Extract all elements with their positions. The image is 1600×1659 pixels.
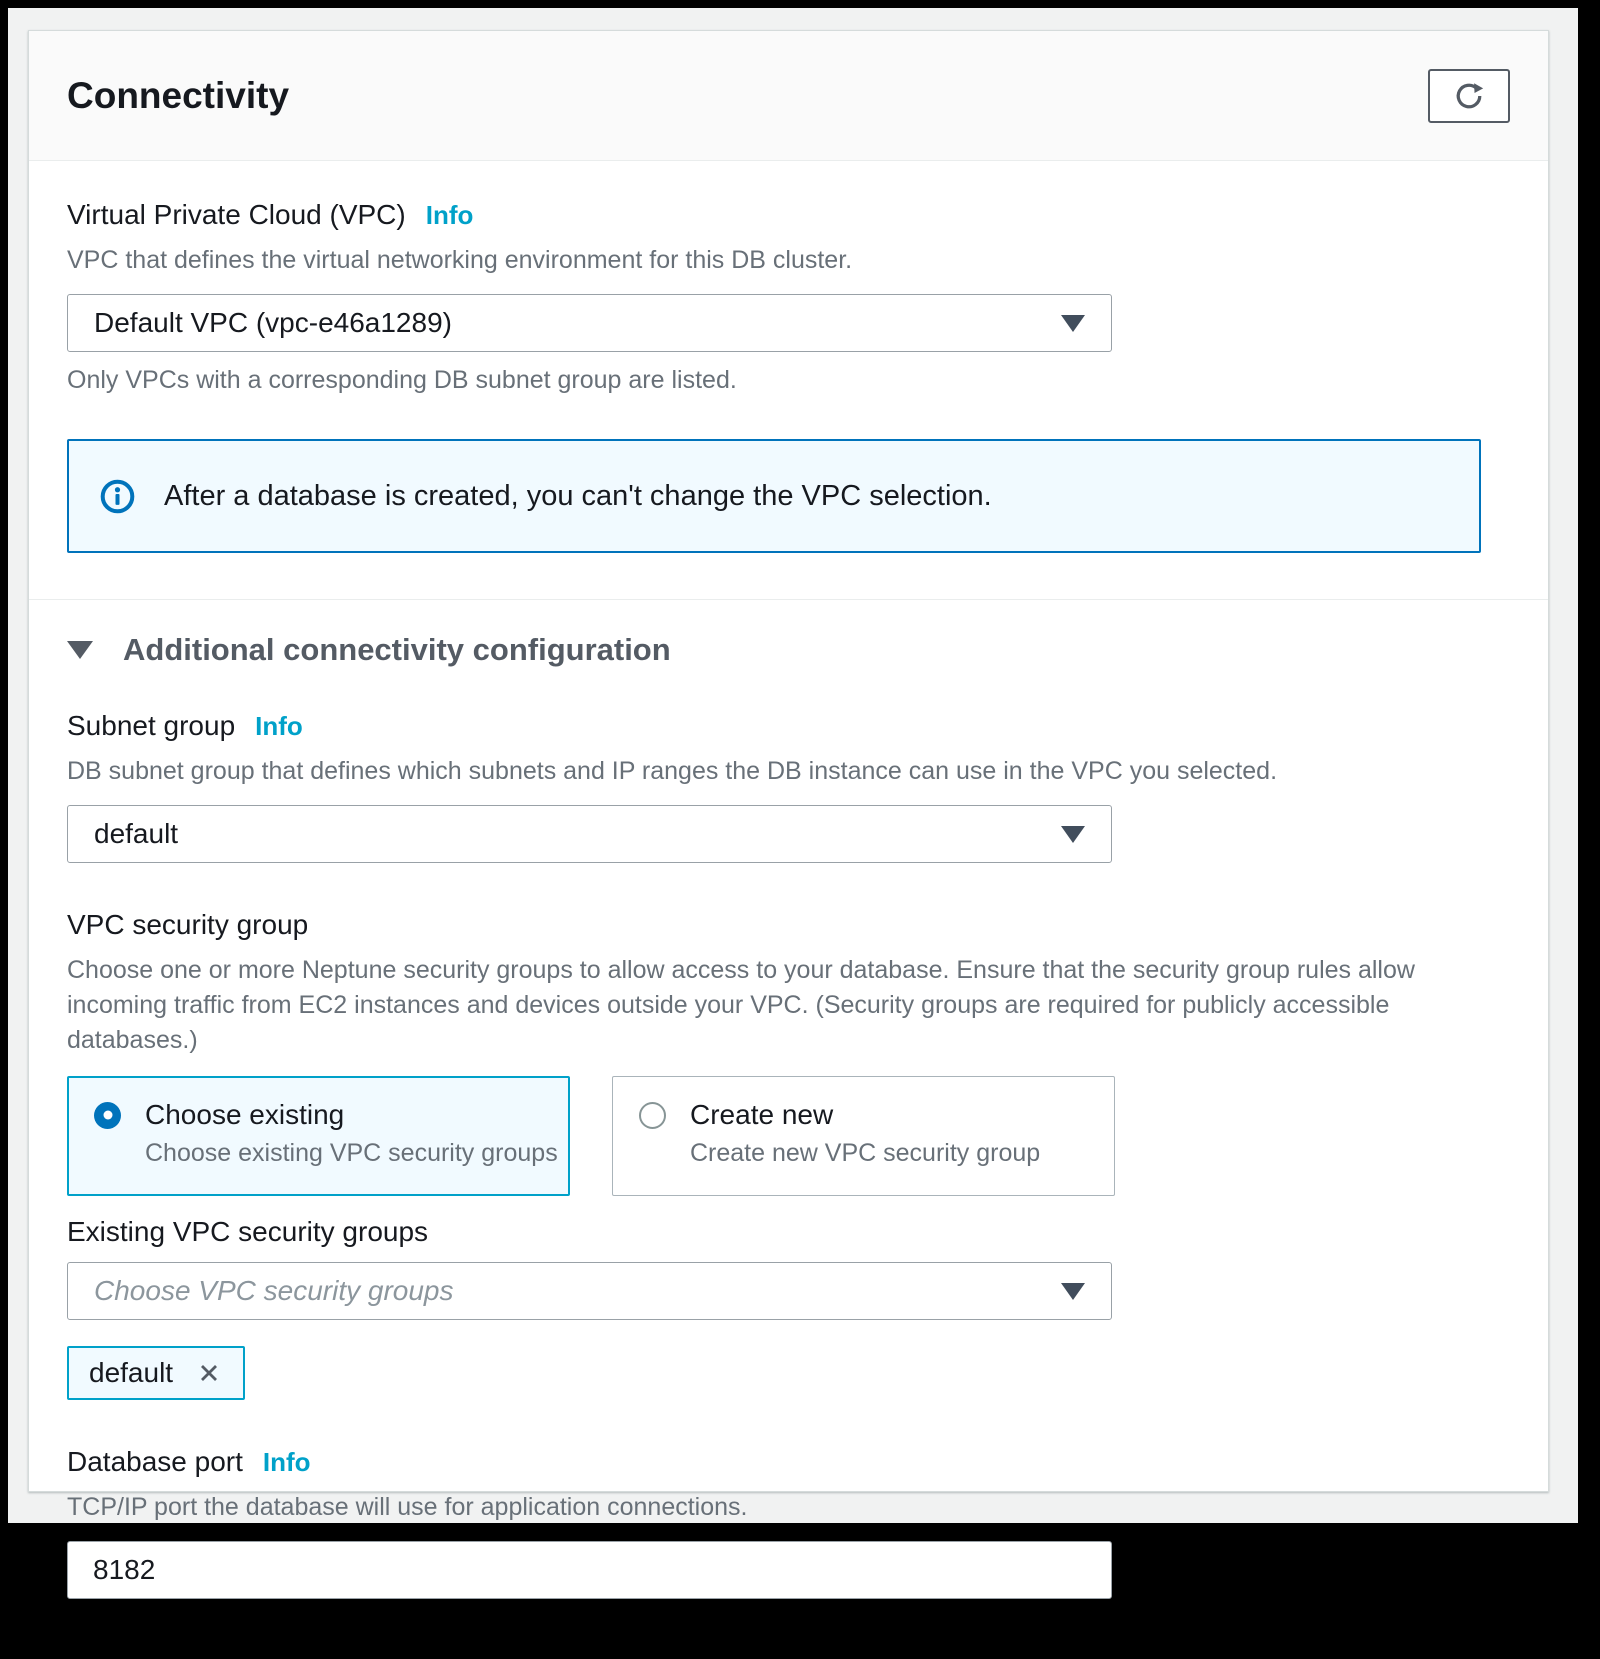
vpc-security-group-description: Choose one or more Neptune security groups to allow access to your database. Ensure that the security group rules allow incoming traffic from EC2 instances and devices outside your VPC. (Security groups are required for publicly accessible databases.) [67, 956, 1415, 1054]
additional-config-expander[interactable] [67, 626, 1510, 674]
info-circle-icon [99, 478, 136, 515]
existing-groups-placeholder: Choose VPC security groups [94, 1275, 454, 1306]
database-port-input[interactable] [67, 1541, 1112, 1599]
vpc-helper-text: Only VPCs with a corresponding DB subnet group are listed. [67, 366, 737, 394]
radio-tile-description: Create new VPC security group [690, 1139, 1041, 1167]
vpc-label: Virtual Private Cloud (VPC) [67, 199, 406, 230]
existing-groups-field [67, 1216, 1510, 1400]
radio-selected-icon[interactable] [94, 1102, 121, 1129]
subnet-group-description: DB subnet group that defines which subnets and IP ranges the DB instance can use in the VPC you selected. [67, 757, 1278, 785]
expander-title: Additional connectivity configuration [123, 632, 671, 667]
security-group-token [67, 1346, 245, 1400]
subnet-group-field [67, 710, 1510, 863]
card-header [29, 31, 1548, 161]
remove-token-icon[interactable] [195, 1359, 223, 1387]
section-title: Connectivity [67, 74, 290, 116]
vpc-alert-text: After a database is created, you can't change the VPC selection. [164, 479, 992, 512]
refresh-icon [1452, 79, 1486, 113]
subnet-group-info-link[interactable]: Info [255, 711, 303, 741]
vpc-select[interactable] [67, 294, 1112, 352]
existing-groups-label: Existing VPC security groups [67, 1216, 429, 1247]
connectivity-card [28, 30, 1549, 1521]
radio-tile-choose-existing[interactable] [67, 1076, 570, 1196]
vpc-select-value: Default VPC (vpc-e46a1289) [94, 307, 452, 338]
vpc-info-alert [67, 439, 1481, 553]
database-port-label: Database port [67, 1446, 243, 1477]
security-group-radio-tiles [67, 1076, 1510, 1196]
vpc-section [29, 161, 1548, 599]
radio-tile-description: Choose existing VPC security groups [145, 1139, 558, 1167]
vpc-security-group-field [67, 909, 1510, 1196]
chevron-down-icon [1061, 826, 1085, 843]
radio-tile-title: Choose existing [145, 1099, 345, 1130]
chevron-down-icon [1061, 1283, 1085, 1300]
subnet-group-label: Subnet group [67, 710, 236, 741]
page-background [8, 8, 1578, 1523]
token-label: default [89, 1357, 174, 1388]
database-port-info-link[interactable]: Info [262, 1447, 311, 1477]
radio-tile-title: Create new [690, 1099, 834, 1130]
radio-tile-create-new[interactable] [612, 1076, 1115, 1196]
additional-connectivity-section [29, 599, 1548, 1659]
database-port-field [67, 1446, 1510, 1599]
radio-unselected-icon[interactable] [639, 1102, 666, 1129]
subnet-group-select[interactable] [67, 805, 1112, 863]
subnet-group-select-value: default [94, 818, 179, 849]
chevron-down-icon [1061, 315, 1085, 332]
vpc-info-link[interactable]: Info [425, 200, 474, 230]
triangle-down-icon [67, 641, 93, 659]
existing-groups-select[interactable] [67, 1262, 1112, 1320]
refresh-button[interactable] [1428, 69, 1510, 123]
vpc-description: VPC that defines the virtual networking environment for this DB cluster. [67, 246, 853, 274]
vpc-security-group-label: VPC security group [67, 909, 309, 940]
database-port-description: TCP/IP port the database will use for application connections. [67, 1493, 748, 1521]
